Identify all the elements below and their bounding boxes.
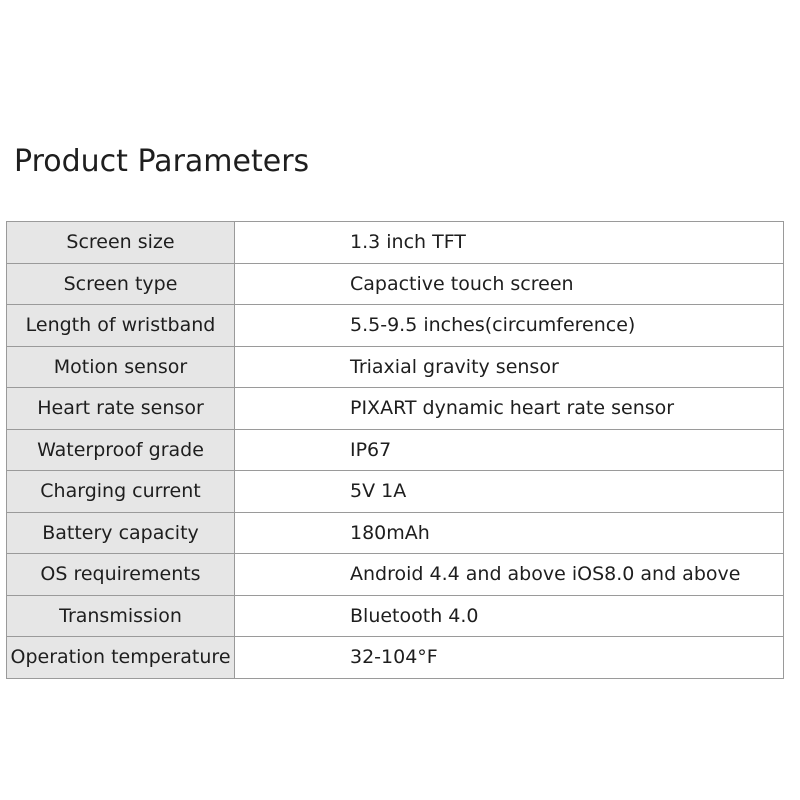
parameter-label: Battery capacity <box>7 512 235 554</box>
parameter-label: Screen size <box>7 222 235 264</box>
table-row <box>7 429 784 471</box>
parameter-label: OS requirements <box>7 554 235 596</box>
table-row <box>7 554 784 596</box>
table-row <box>7 512 784 554</box>
table-row <box>7 595 784 637</box>
parameter-value: PIXART dynamic heart rate sensor <box>235 388 784 430</box>
parameter-value: Android 4.4 and above iOS8.0 and above <box>235 554 784 596</box>
parameter-value: IP67 <box>235 429 784 471</box>
parameter-value: 32-104°F <box>235 637 784 679</box>
parameter-label: Motion sensor <box>7 346 235 388</box>
parameter-value: Bluetooth 4.0 <box>235 595 784 637</box>
table-row <box>7 263 784 305</box>
parameter-label: Length of wristband <box>7 305 235 347</box>
parameter-label: Transmission <box>7 595 235 637</box>
parameter-value: 5V 1A <box>235 471 784 513</box>
parameter-value: Triaxial gravity sensor <box>235 346 784 388</box>
parameters-table <box>6 221 784 679</box>
table-row <box>7 471 784 513</box>
table-row <box>7 305 784 347</box>
parameter-label: Heart rate sensor <box>7 388 235 430</box>
table-row <box>7 222 784 264</box>
table-row <box>7 637 784 679</box>
table-row <box>7 388 784 430</box>
parameter-value: Capactive touch screen <box>235 263 784 305</box>
page-title: Product Parameters <box>14 144 310 179</box>
parameter-label: Waterproof grade <box>7 429 235 471</box>
parameter-value: 5.5-9.5 inches(circumference) <box>235 305 784 347</box>
parameter-label: Screen type <box>7 263 235 305</box>
parameter-label: Operation temperature <box>7 637 235 679</box>
parameter-label: Charging current <box>7 471 235 513</box>
parameter-value: 1.3 inch TFT <box>235 222 784 264</box>
table-row <box>7 346 784 388</box>
parameter-value: 180mAh <box>235 512 784 554</box>
